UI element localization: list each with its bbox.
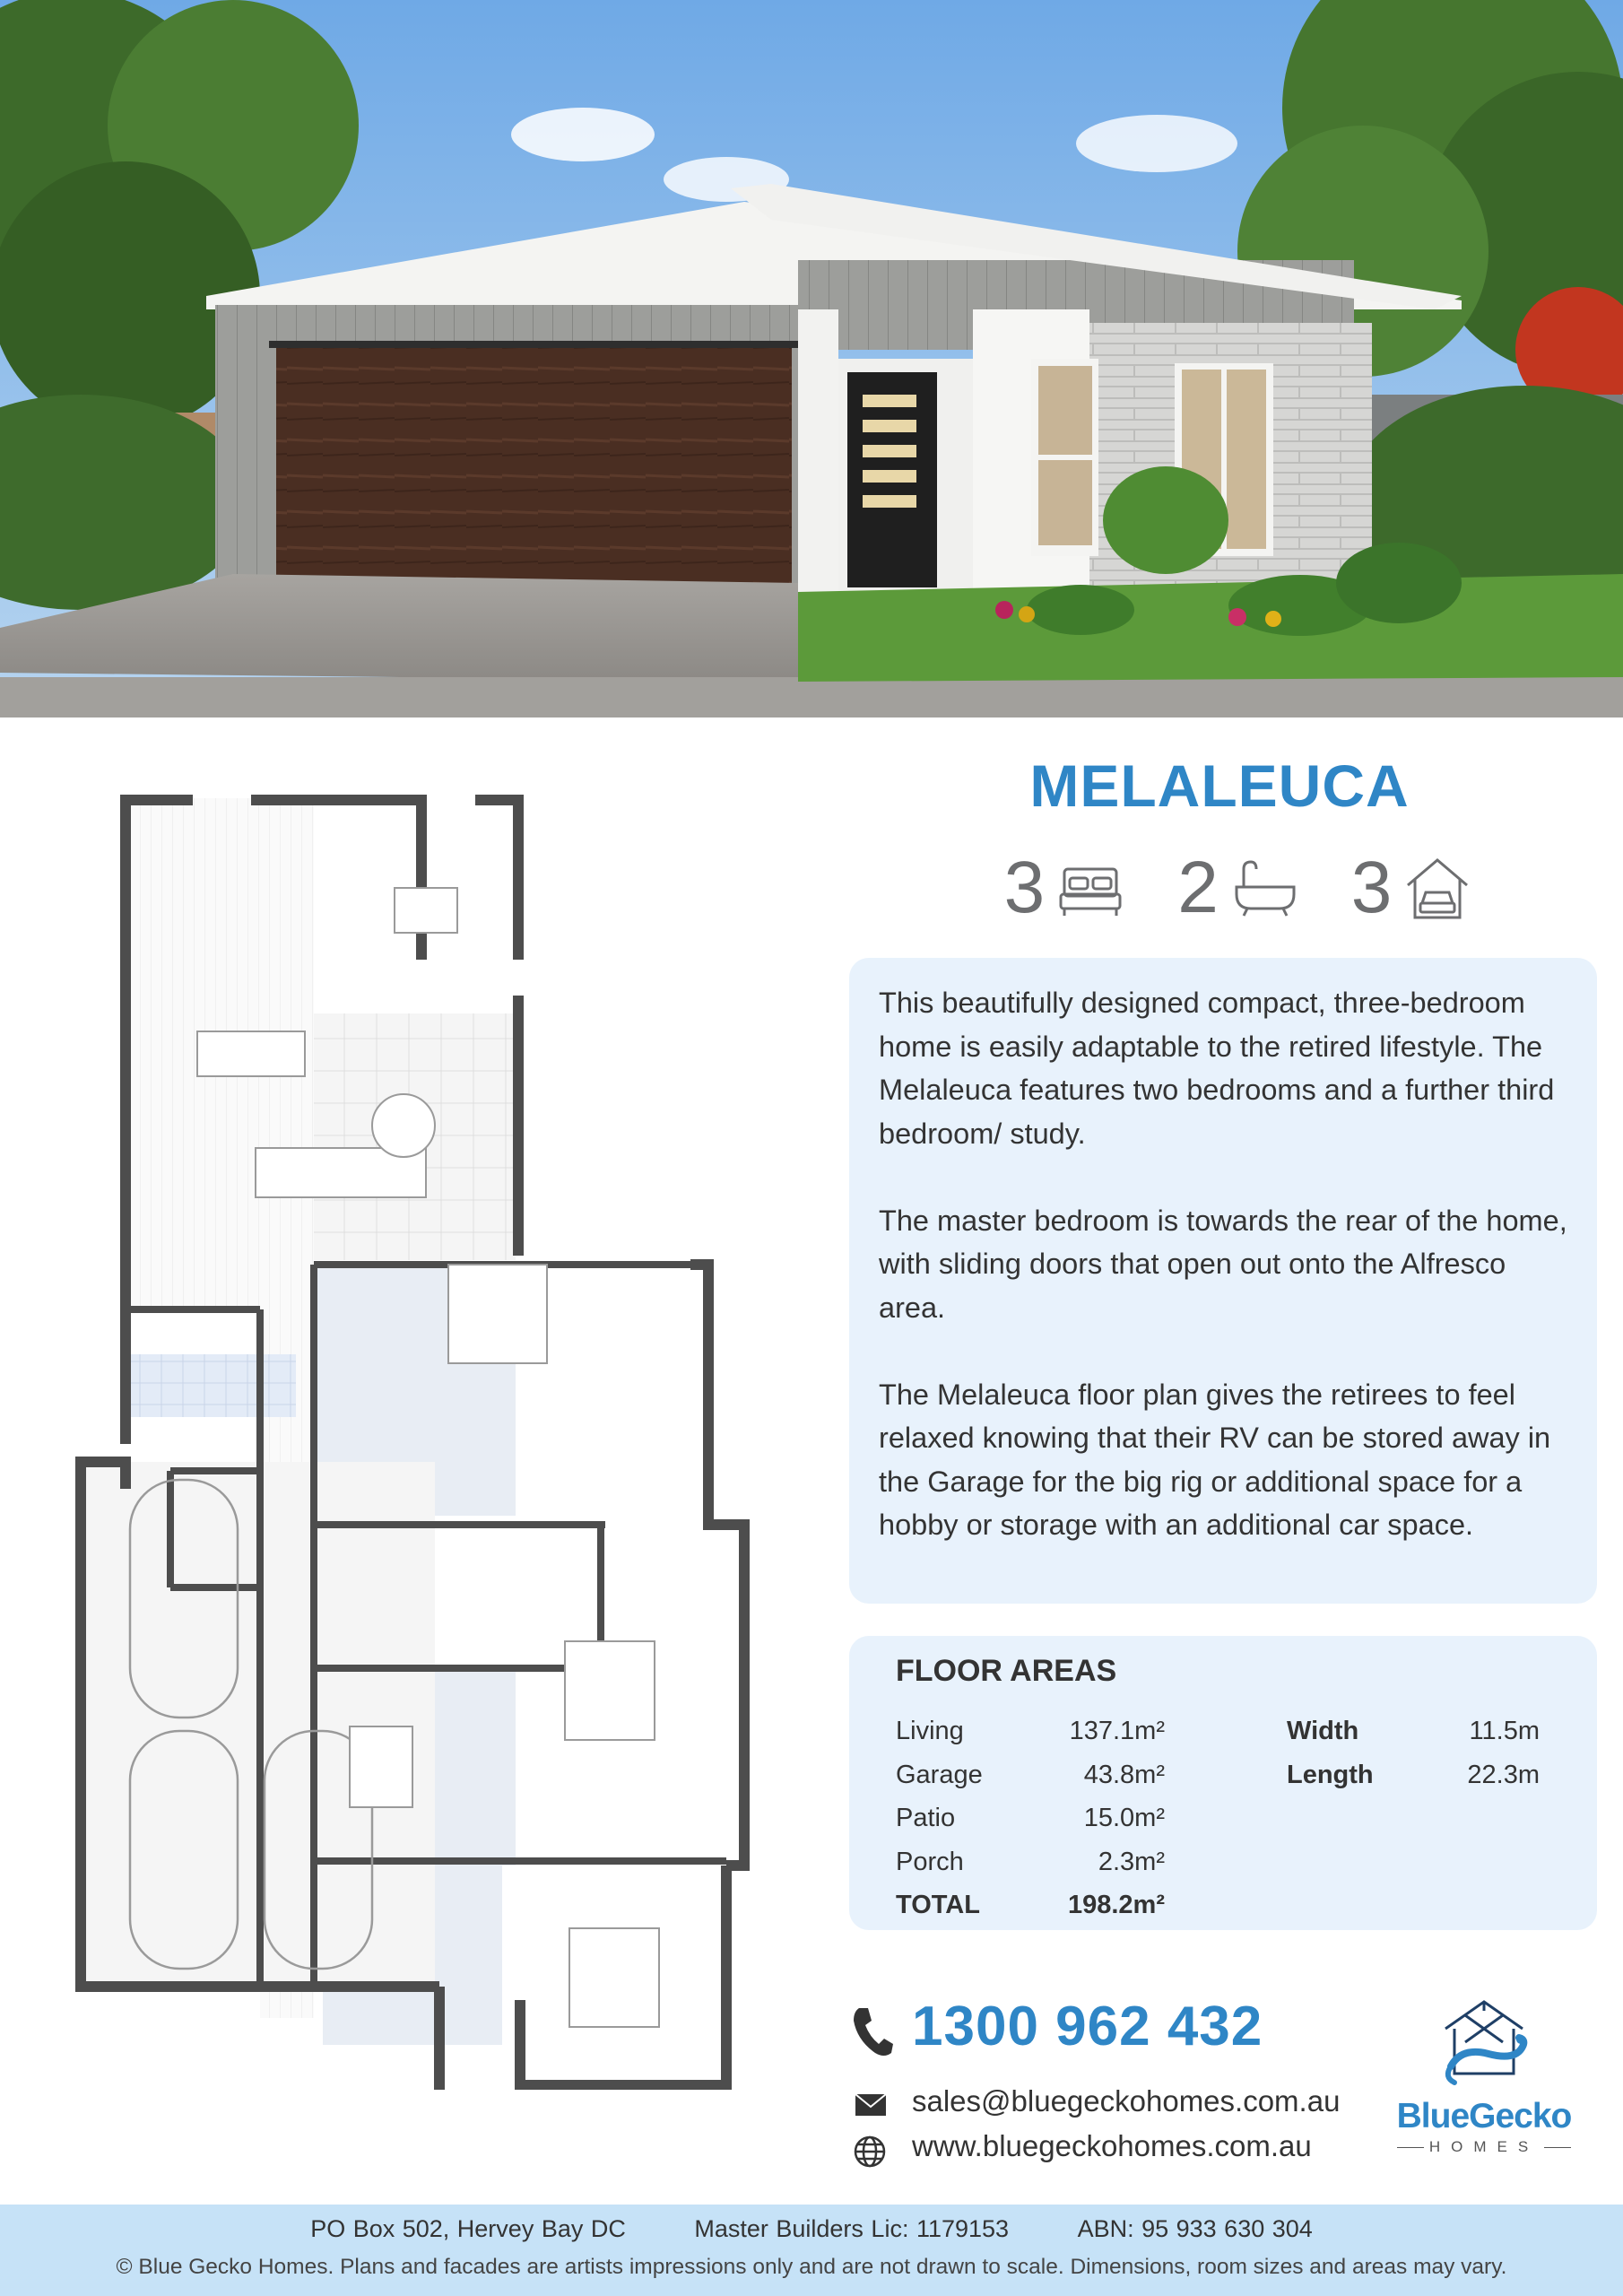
bath-icon — [1231, 855, 1298, 921]
floor-areas-title: FLOOR AREAS — [896, 1654, 1117, 1688]
dimensions-table — [1287, 1715, 1540, 1803]
area-label: Porch — [896, 1847, 964, 1876]
house-facade-illustration — [0, 0, 1623, 718]
garage-count: 3 — [1350, 847, 1393, 928]
dimension-label: Width — [1287, 1717, 1359, 1745]
bathroom-count: 2 — [1177, 847, 1219, 928]
home-specs — [986, 843, 1488, 933]
phone-number-link[interactable]: 1300 962 432 — [912, 1996, 1263, 2057]
footer — [0, 2205, 1623, 2296]
dimension-value: 22.3m — [1467, 1761, 1540, 1789]
phone-icon — [850, 2005, 895, 2058]
footer-address: PO Box 502, Hervey Bay DC — [310, 2215, 626, 2242]
description-paragraph-2: The master bedroom is towards the rear of the home, with sliding doors that open out onto the Alfresco area. — [879, 1204, 1567, 1324]
area-value: 198.2m² — [1067, 1891, 1165, 1919]
description-panel — [849, 958, 1597, 1604]
area-label: Living — [896, 1717, 964, 1745]
email-link[interactable]: sales@bluegeckohomes.com.au — [912, 2084, 1341, 2118]
bedroom-count: 3 — [1003, 847, 1046, 928]
garage-icon — [1404, 855, 1471, 921]
globe-icon — [854, 2135, 886, 2168]
footer-disclaimer: © Blue Gecko Homes. Plans and facades are artists impressions only and are not drawn to scale. Dimensions, room sizes and areas may vary. — [116, 2255, 1507, 2279]
area-value: 137.1m² — [1069, 1717, 1165, 1745]
home-name-title: MELALEUCA — [1029, 752, 1410, 819]
area-value: 43.8m² — [1083, 1760, 1165, 1789]
dimension-row-width — [1287, 1715, 1540, 1759]
area-row-total — [896, 1889, 1165, 1933]
area-label: Patio — [896, 1804, 956, 1832]
blue-gecko-logo — [1372, 1984, 1596, 2172]
gecko-house-icon — [1372, 1984, 1596, 2100]
area-row-living — [896, 1715, 1165, 1759]
area-label: Garage — [896, 1760, 983, 1789]
floor-plan-illustration — [54, 780, 771, 2090]
area-value: 15.0m² — [1083, 1804, 1165, 1832]
footer-details — [0, 2215, 1623, 2243]
description-paragraph-1: This beautifully designed compact, three-bedroom home is easily adaptable to the retired lifestyle. The Melaleuca features two bedrooms and a further third bedroom/ study. — [879, 987, 1555, 1150]
area-value: 2.3m² — [1098, 1847, 1165, 1876]
logo-sub-text: HOMES — [1372, 2138, 1596, 2156]
area-row-garage — [896, 1759, 1165, 1803]
bed-icon — [1057, 855, 1124, 921]
logo-brand-text: BlueGecko — [1396, 2097, 1572, 2135]
dimension-label: Length — [1287, 1761, 1374, 1789]
website-link[interactable]: www.bluegeckohomes.com.au — [912, 2129, 1312, 2162]
floor-plan-image — [54, 780, 771, 2090]
floor-areas-table — [896, 1715, 1165, 1933]
area-row-porch — [896, 1846, 1165, 1890]
floor-areas-panel — [849, 1636, 1597, 1930]
footer-licence: Master Builders Lic: 1179153 — [694, 2215, 1010, 2242]
description-paragraph-3: The Melaleuca floor plan gives the retirees to feel relaxed knowing that their RV can be stored away in the Garage for the big rig or additional space for a hobby or storage with an additional car space. — [879, 1378, 1551, 1541]
area-row-patio — [896, 1802, 1165, 1846]
area-label: TOTAL — [896, 1891, 980, 1919]
house-facade-image — [0, 0, 1623, 718]
envelope-icon — [855, 2093, 887, 2117]
dimension-value: 11.5m — [1469, 1717, 1540, 1745]
footer-abn: ABN: 95 933 630 304 — [1077, 2215, 1313, 2242]
dimension-row-length — [1287, 1759, 1540, 1803]
